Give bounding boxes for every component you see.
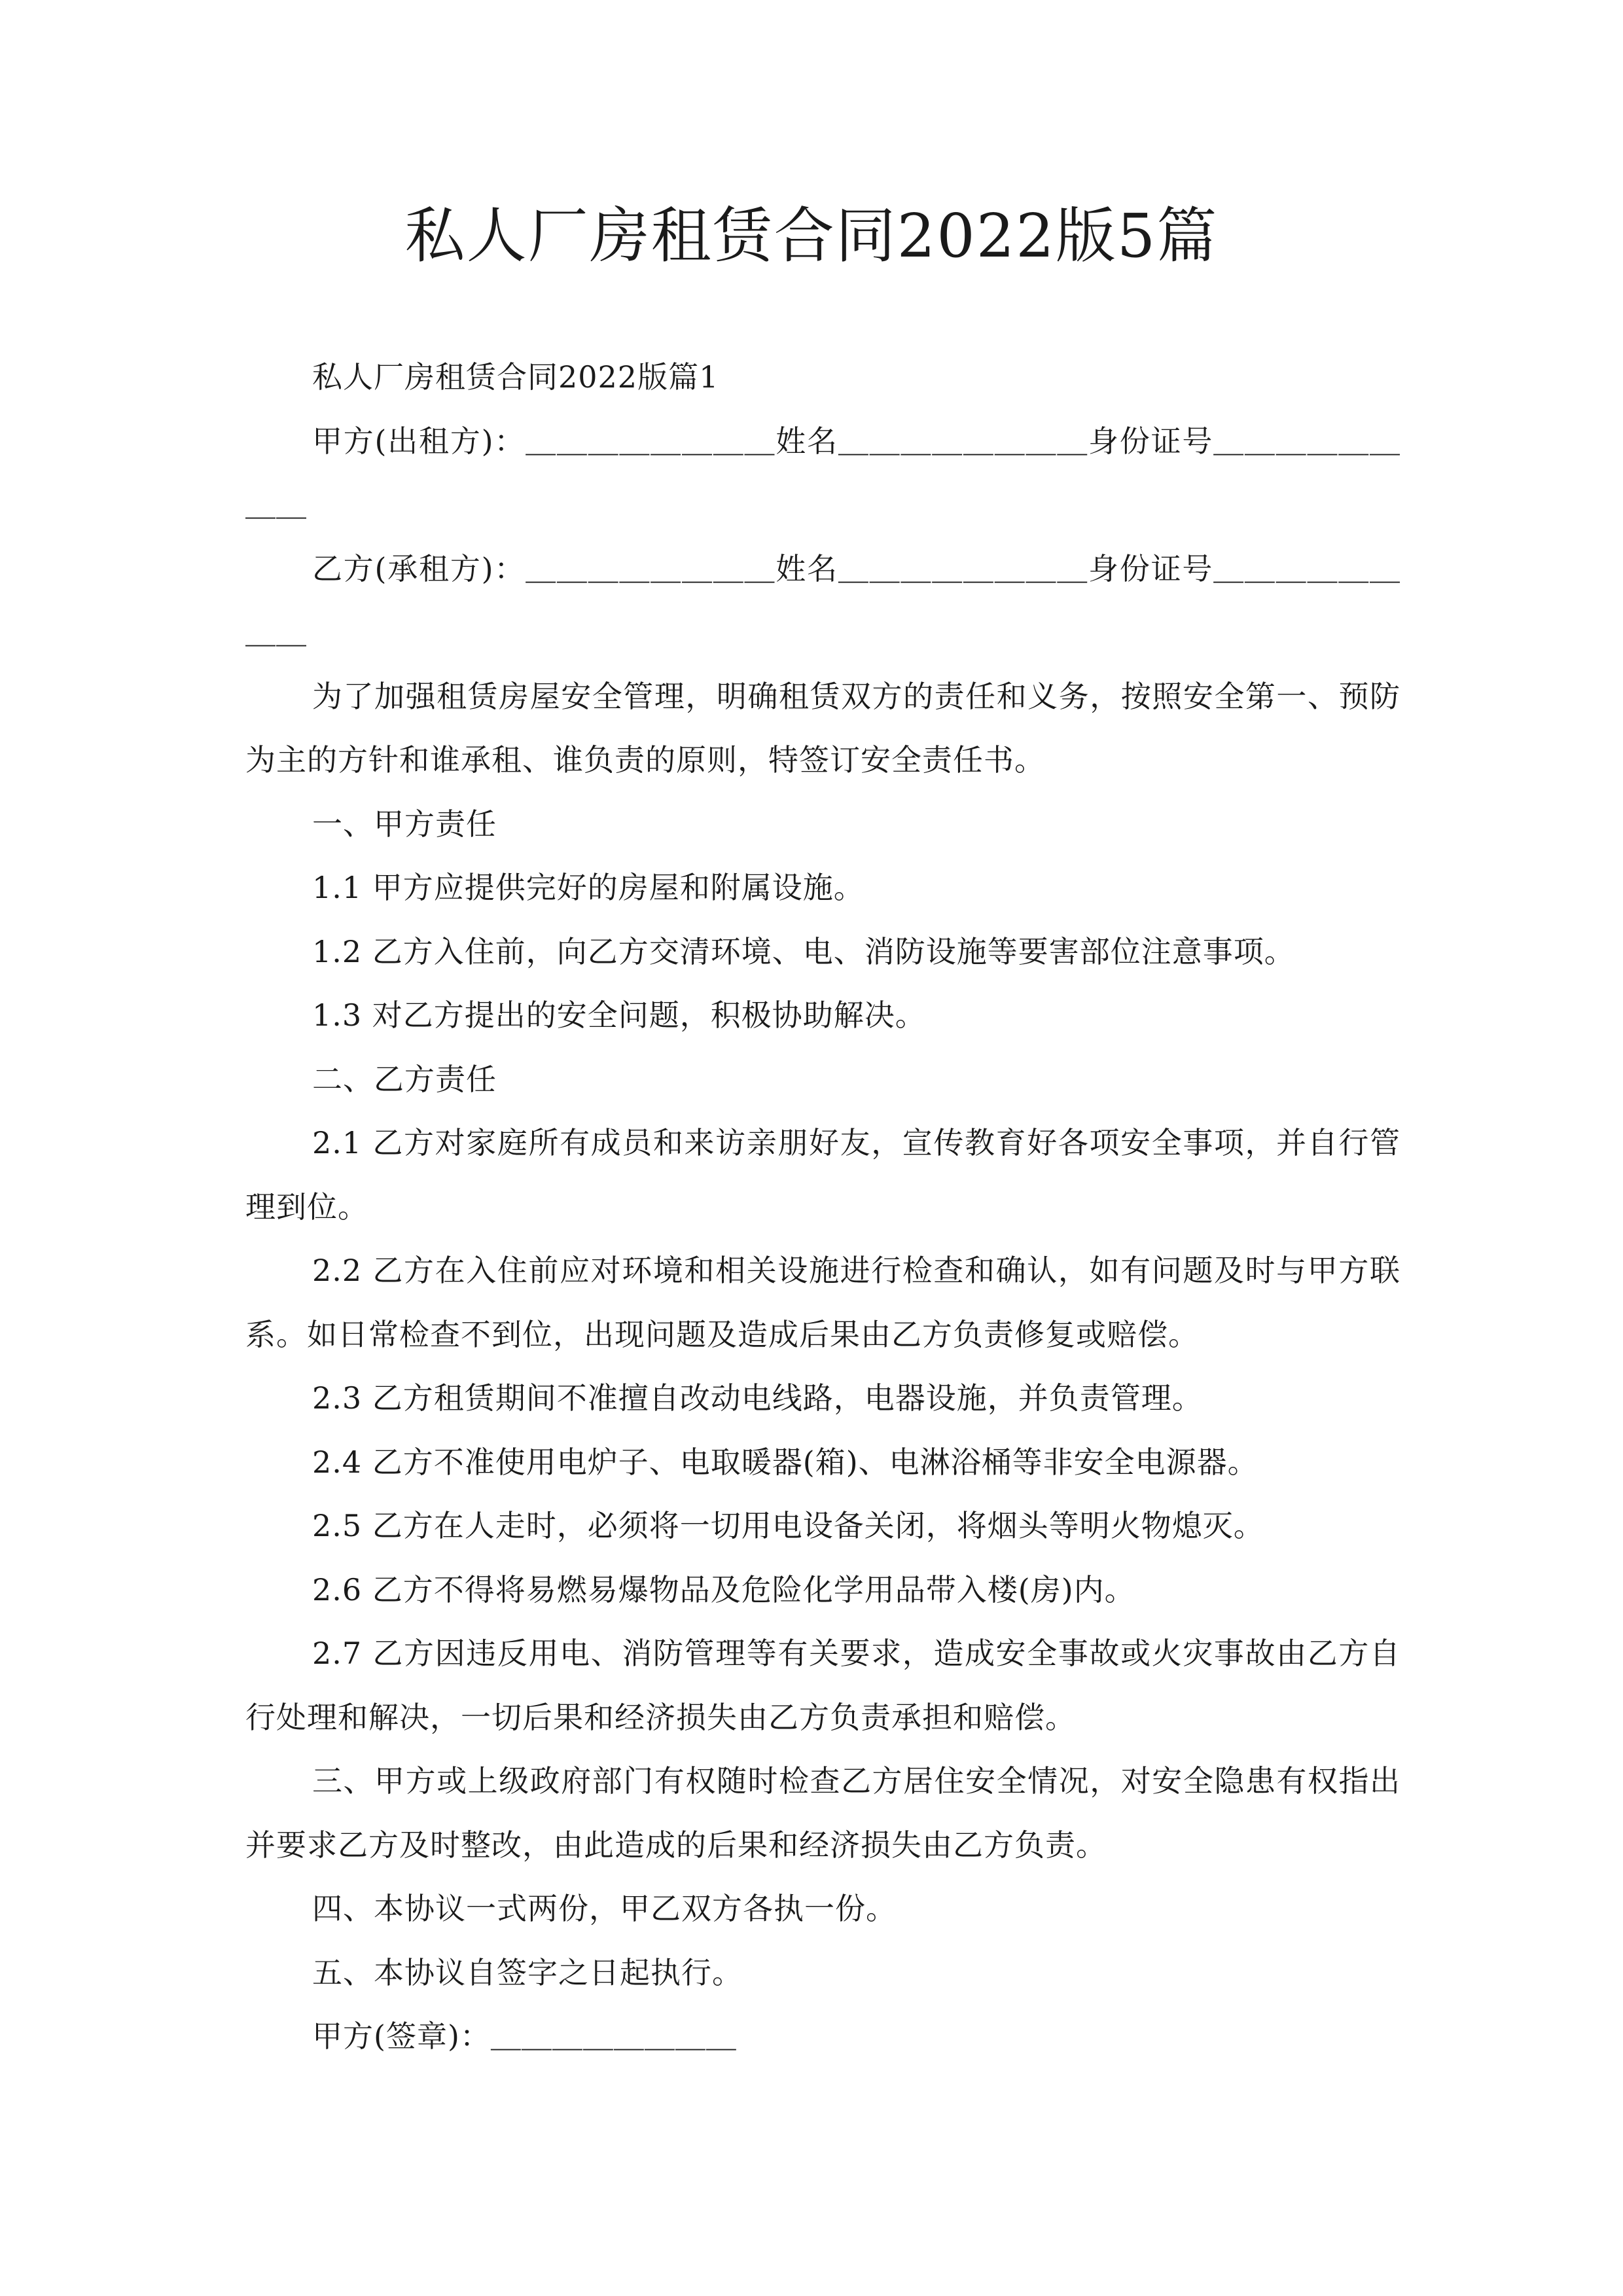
clause-item: 2.2 乙方在入住前应对环境和相关设施进行检查和确认，如有问题及时与甲方联系。如日常检查不到位，出现问题及造成后果由乙方负责修复或赔偿。	[245, 1253, 1400, 1352]
party-a-line: 甲方(出租方)：＿＿＿＿＿＿＿＿姓名＿＿＿＿＿＿＿＿身份证号＿＿＿＿＿＿＿＿	[245, 423, 1400, 522]
clause-paragraph: 三、甲方或上级政府部门有权随时检查乙方居住安全情况，对安全隐患有权指出并要求乙方及时整改，由此造成的后果和经济损失由乙方负责。	[245, 1763, 1400, 1863]
clause-item: 1.3 对乙方提出的安全问题，积极协助解决。	[312, 997, 926, 1033]
clause-item: 2.1 乙方对家庭所有成员和来访亲朋好友，宣传教育好各项安全事项，并自行管理到位。	[245, 1125, 1400, 1225]
clause-item: 1.1 甲方应提供完好的房屋和附属设施。	[312, 870, 865, 905]
clause-item: 2.7 乙方因违反用电、消防管理等有关要求，造成安全事故或火灾事故由乙方自行处理和解决，一切后果和经济损失由乙方负责承担和赔偿。	[245, 1636, 1400, 1735]
clause-paragraph: 四、本协议一式两份，甲乙双方各执一份。	[312, 1891, 897, 1926]
party-b-line: 乙方(承租方)：＿＿＿＿＿＿＿＿姓名＿＿＿＿＿＿＿＿身份证号＿＿＿＿＿＿＿＿	[245, 550, 1400, 650]
document-body	[245, 346, 1400, 2069]
clause-heading: 二、乙方责任	[312, 1061, 497, 1097]
clause-item: 2.5 乙方在人走时，必须将一切用电设备关闭，将烟头等明火物熄灭。	[312, 1508, 1264, 1543]
section-heading: 私人厂房租赁合同2022版篇1	[312, 359, 719, 395]
clause-heading: 一、甲方责任	[312, 806, 497, 842]
clause-item: 1.2 乙方入住前，向乙方交清环境、电、消防设施等要害部位注意事项。	[312, 933, 1295, 969]
document-title: 私人厂房租赁合同2022版5篇	[404, 201, 1219, 271]
clause-item: 2.6 乙方不得将易燃易爆物品及危险化学用品带入楼(房)内。	[312, 1571, 1135, 1607]
signature-line: 甲方(签章)：＿＿＿＿＿＿＿＿	[312, 2018, 737, 2054]
clause-item: 2.4 乙方不准使用电炉子、电取暖器(箱)、电淋浴桶等非安全电源器。	[312, 1444, 1258, 1480]
preamble-paragraph: 为了加强租赁房屋安全管理，明确租赁双方的责任和义务，按照安全第一、预防为主的方针和谁承租、谁负责的原则，特签订安全责任书。	[245, 678, 1400, 778]
clause-item: 2.3 乙方租赁期间不准擅自改动电线路，电器设施，并负责管理。	[312, 1380, 1203, 1416]
clause-paragraph: 五、本协议自签字之日起执行。	[312, 1954, 743, 1990]
